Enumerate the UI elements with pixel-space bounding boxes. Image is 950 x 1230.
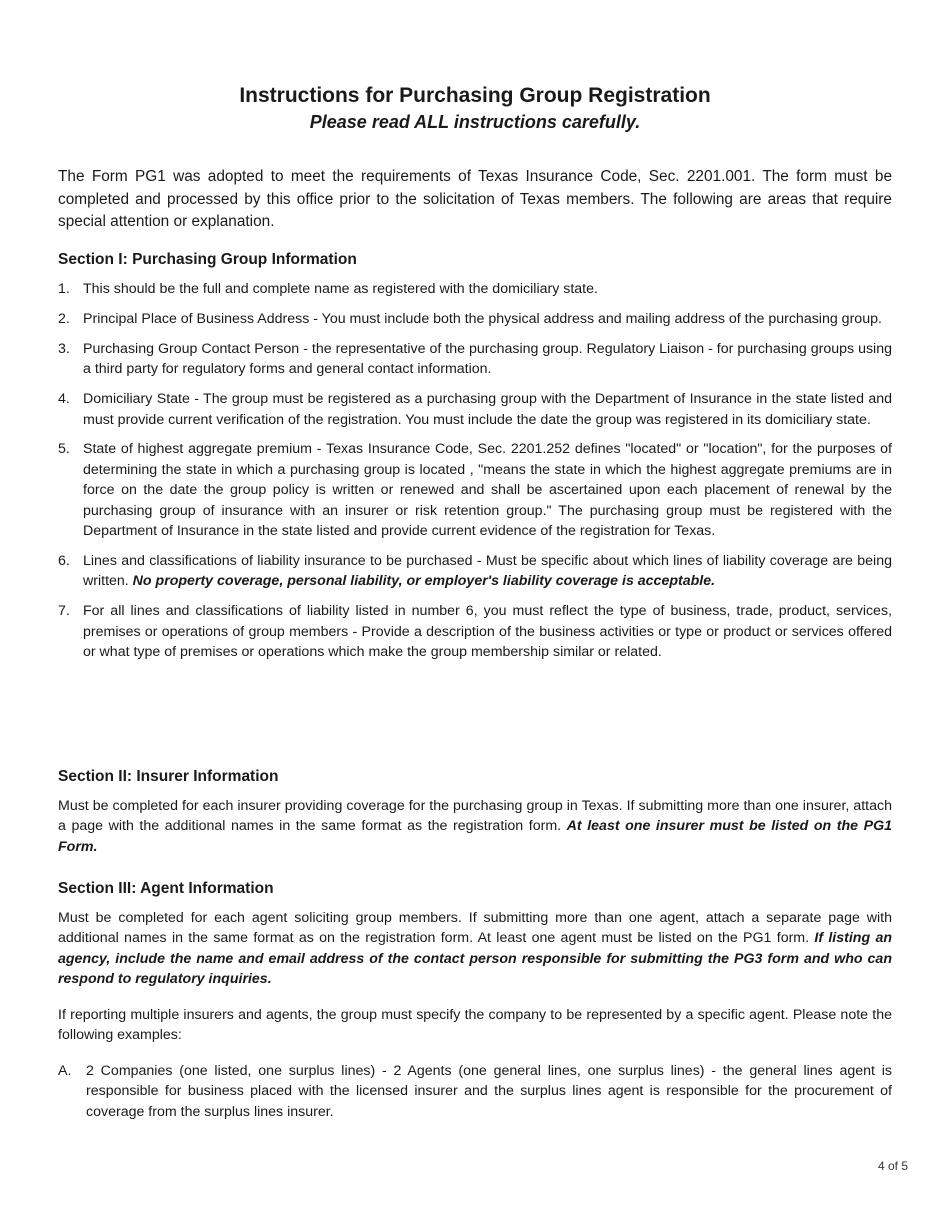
intro-paragraph: The Form PG1 was adopted to meet the requirements of Texas Insurance Code, Sec. 2201.001. The form must be completed and processed by this office prior to the solicitation of Texas members. The following are areas that require special attention or explanation.: [58, 168, 892, 230]
list-item-text: Lines and classifications of liability insurance to be purchased - Must be specific about which lines of liability coverage are being written.: [83, 552, 892, 590]
list-item-number: 5.: [58, 441, 70, 458]
list-item: [58, 601, 892, 662]
section-3-heading: Section III: Agent Information: [58, 880, 274, 897]
list-item-number: 3.: [58, 340, 70, 357]
section-3-text: Must be completed for each agent soliciting group members. If submitting more than one agent, attach a separate page with additional names in the same format as on the registration form. At least one agent must be listed on the PG1 form.: [58, 910, 892, 947]
section-2-text: Must be completed for each insurer providing coverage for the purchasing group in Texas. If submitting more than one insurer, attach a page with the additional names in the same format as the registration form.: [58, 798, 892, 835]
list-item-number: 4.: [58, 391, 70, 408]
page-number: 4 of 5: [877, 1159, 908, 1173]
list-item-text: Principal Place of Business Address - You must include both the physical address and mailing address of the purchasing group.: [83, 310, 882, 327]
list-item-number: 7.: [58, 603, 70, 620]
list-item-number: 6.: [58, 552, 70, 569]
list-item: [58, 551, 892, 592]
examples-list: [58, 1061, 892, 1132]
page-title: Instructions for Purchasing Group Registration: [239, 84, 711, 107]
list-item-text: This should be the full and complete name as registered with the domiciliary state.: [83, 281, 598, 297]
section-3-emphasis: If listing an agency, include the name and email address of the contact person responsible for submitting the PG3 form and who can respond to regulatory inquiries.: [58, 930, 893, 988]
section-2-heading: Section II: Insurer Information: [58, 768, 279, 785]
section-2-emphasis: At least one insurer must be listed on the PG1 Form.: [58, 818, 892, 855]
section-2-paragraph: [58, 796, 892, 857]
section-1-heading: Section I: Purchasing Group Information: [58, 251, 357, 268]
list-item: [58, 439, 892, 541]
page-subtitle: Please read ALL instructions carefully.: [309, 112, 641, 132]
list-item-text: State of highest aggregate premium - Texas Insurance Code, Sec. 2201.252 defines "located" or "location", for the purposes of determining the state in which a purchasing group is located , "means the state in which the highest aggregate premiums are in force on the date the group policy is written or renewed and shall be ascertained upon each placement of renewal by the purchasing group of insurance with an insurer or risk retention group." The purchasing group must be registered with the Department of Insurance in the state listed and provide current evidence of the registration for Texas.: [83, 441, 892, 540]
section-3-paragraph: [58, 908, 892, 990]
list-item-number: 2.: [58, 310, 70, 327]
list-item-letter: A.: [58, 1063, 72, 1079]
list-item-text: 2 Companies (one listed, one surplus lines) - 2 Agents (one general lines, one surplus lines) - the general lines agent is responsible for business placed with the licensed insurer and the surplus lines agent is responsible for the procurement of coverage from the surplus lines insurer.: [86, 1063, 892, 1120]
list-item: [58, 309, 892, 329]
section-1-list: [58, 279, 892, 672]
list-item-text: Domiciliary State - The group must be registered as a purchasing group with the Department of Insurance in the state listed and must provide current verification of the registration. You must include the date the group was registered in its domiciliary state.: [83, 391, 892, 428]
list-item: [58, 389, 892, 430]
list-item-emphasis: No property coverage, personal liability, or employer's liability coverage is acceptable.: [132, 573, 716, 590]
list-item-text: Purchasing Group Contact Person - the representative of the purchasing group. Regulatory Liaison - for purchasing groups using a third party for regulatory forms and general contact information.: [83, 340, 892, 378]
list-item-number: 1.: [58, 281, 70, 297]
list-item: [58, 339, 892, 380]
list-item: [58, 279, 892, 299]
list-item-text: For all lines and classifications of liability listed in number 6, you must reflect the type of business, trade, product, services, premises or operations of group members - Provide a description of the business activities or type or product or services offered or what type of premises or operations which make the group membership similar or related.: [83, 603, 892, 661]
list-item: [58, 1061, 892, 1122]
section-3-note: If reporting multiple insurers and agents, the group must specify the company to be represented by a specific agent. Please note the following examples:: [58, 1007, 892, 1044]
